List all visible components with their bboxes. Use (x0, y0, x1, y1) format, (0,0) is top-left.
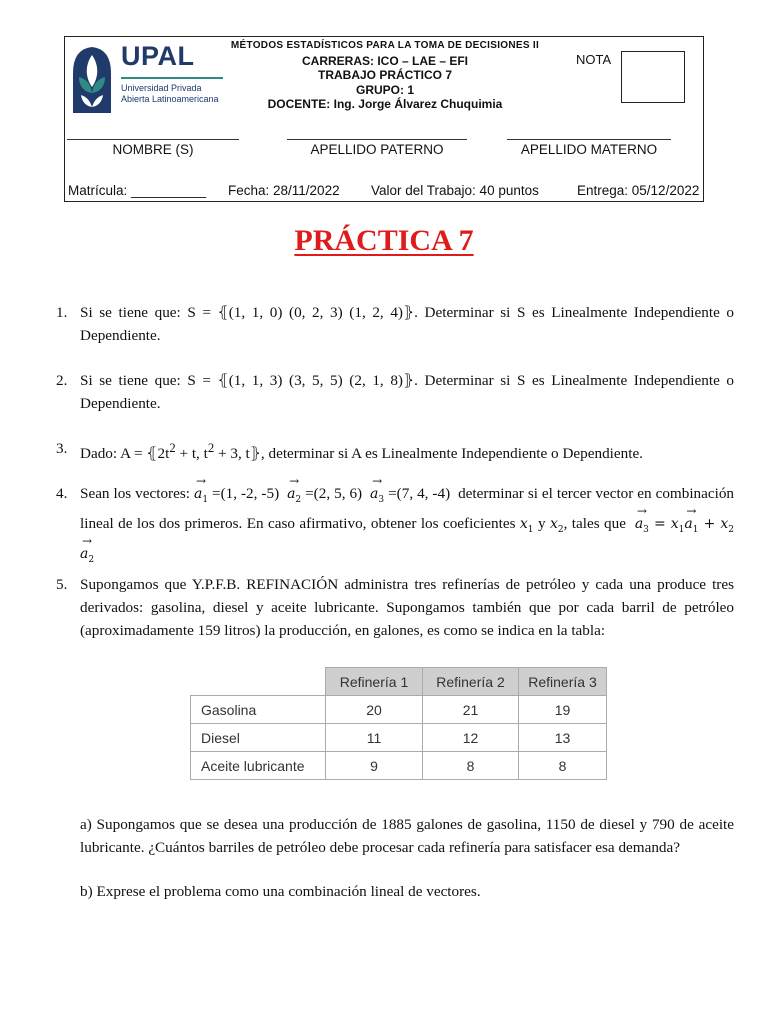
logo-divider (121, 77, 223, 79)
nota-box[interactable] (621, 51, 685, 103)
question-text: Si se tiene que: S = ⦃(1, 1, 0) (0, 2, 3) (1, 2, 4)⦄. Determinar si S es Linealmente Independiente o Dependiente. (80, 304, 734, 344)
eq-vector-a1: → $a_1$ (684, 513, 698, 542)
q4-rest: determinar si el tercer vector en combinación lineal de los dos primeros. En caso afirmativo, obtener los coeficientes (80, 485, 735, 532)
question-text: Supongamos que Y.P.F.B. REFINACIÓN administra tres refinerías de petróleo y cada una produce tres derivados: gasolina, diesel y aceite lubricante. Supongamos también que por cada barril de petróleo (aproximadamente 159 litros) la producción, en galones, es como se indica en la tabla: (80, 576, 734, 639)
signature-materno-label: APELLIDO MATERNO (520, 142, 658, 157)
sub-question-a: a) Supongamos que se desea una producción de 1885 galones de gasolina, 1150 de diesel y 790 de aceite lubricante. ¿Cuántos barriles de petróleo debe procesar cada refinería para satisfacer esa demanda? (80, 816, 734, 856)
signature-name-label: NOMBRE (S) (112, 142, 194, 157)
q4-lead: Sean los vectores: (80, 485, 194, 502)
table-cell: Diesel (191, 724, 326, 752)
page-title-text: PRÁCTICA 7 (294, 224, 474, 257)
vector-a3-value: =(7, 4, -4) (384, 485, 451, 502)
table-cell: 12 (423, 724, 519, 752)
table-cell: 9 (326, 752, 423, 780)
question-4 (56, 482, 734, 571)
table-header-cell: Refinería 2 (423, 668, 519, 696)
eq-vector-a2: → $a_2$ (80, 543, 94, 572)
eq-equals: = (648, 515, 671, 532)
question-text (80, 482, 734, 571)
table-cell: 21 (423, 696, 519, 724)
table-header-cell: Refinería 3 (519, 668, 607, 696)
logo-subtitle-line2: Abierta Latinoamericana (121, 94, 219, 104)
question-number: 1. (56, 304, 68, 321)
question-text (80, 437, 734, 465)
question-1 (56, 301, 734, 347)
question-3 (56, 437, 734, 465)
nota-label: NOTA (576, 52, 612, 67)
refinery-table (190, 667, 607, 780)
q4-tales: , tales que (563, 514, 631, 532)
eq-plus: + (698, 515, 721, 532)
signature-line (67, 139, 239, 140)
group-line: GRUPO: 1 (355, 82, 414, 97)
question-text: Si se tiene que: S = ⦃(1, 1, 3) (3, 5, 5) (2, 1, 8)⦄. Determinar si S es Linealmente Independiente o Dependiente. (80, 372, 734, 412)
university-logo (69, 41, 229, 125)
question-number: 3. (56, 440, 68, 457)
coef-x1: $x_1$ (519, 515, 534, 535)
vector-a2-value: =(2, 5, 6) (301, 485, 367, 502)
logo-subtitle-line1: Universidad Privada (121, 83, 202, 93)
signature-name[interactable] (67, 139, 239, 157)
q4-and: y (533, 514, 550, 532)
careers-line: CARRERAS: ICO – LAE – EFI (301, 53, 469, 68)
question-5 (56, 573, 734, 642)
table-cell: 8 (519, 752, 607, 780)
logo-brand-text: UPAL (121, 41, 195, 71)
table-cell: Aceite lubricante (191, 752, 326, 780)
vector-a1: → $a_1$ (194, 483, 208, 512)
table-row (191, 696, 607, 724)
table-header-cell (191, 668, 326, 696)
entrega-text: Entrega: 05/12/2022 (577, 183, 700, 198)
eq-vector-a3: → $a_3$ (635, 513, 649, 542)
signature-paterno-label: APELLIDO PATERNO (310, 142, 444, 157)
page-title (0, 224, 768, 258)
question-number: 5. (56, 576, 68, 593)
signature-apellido-paterno[interactable] (287, 139, 467, 157)
question-2 (56, 369, 734, 415)
vector-a2: → $a_2$ (287, 483, 301, 512)
vector-a1-value: =(1, -2, -5) (208, 485, 284, 502)
table-row (191, 752, 607, 780)
refinery-table-wrap (190, 667, 607, 780)
vector-a3: → $a_3$ (370, 483, 384, 512)
table-cell: 20 (326, 696, 423, 724)
signature-apellido-materno[interactable] (507, 139, 671, 157)
eq-x2: $x_2$ (720, 515, 734, 535)
valor-text: Valor del Trabajo: 40 puntos (371, 183, 539, 198)
table-cell: 19 (519, 696, 607, 724)
question-number: 2. (56, 372, 68, 389)
teacher-line: DOCENTE: Ing. Jorge Álvarez Chuquimia (267, 97, 503, 111)
q3-text-pre: Dado: A = ⦃2t (80, 445, 170, 463)
table-cell: 13 (519, 724, 607, 752)
signature-line (287, 139, 467, 140)
work-title: TRABAJO PRÁCTICO 7 (317, 68, 452, 82)
table-header-row (191, 668, 607, 696)
table-cell: 8 (423, 752, 519, 780)
signature-line (507, 139, 671, 140)
sub-question-b: b) Exprese el problema como una combinación lineal de vectores. (80, 883, 481, 900)
course-name: MÉTODOS ESTADÍSTICOS PARA LA TOMA DE DECISIONES II (230, 40, 540, 51)
matricula-field[interactable]: Matrícula: __________ (68, 183, 207, 198)
q3-exp-2: 2 (207, 441, 215, 455)
header-box (64, 36, 704, 202)
table-cell: 11 (326, 724, 423, 752)
table-row (191, 724, 607, 752)
eq-x1: $x_1$ (670, 515, 685, 535)
q3-text-mid: + t, t (175, 445, 208, 463)
header-center-block (215, 39, 555, 112)
q3-text-post: + 3, t⦄, determinar si A es Linealmente Independiente o Dependiente. (214, 445, 643, 463)
table-cell: Gasolina (191, 696, 326, 724)
coef-x2: $x_2$ (549, 515, 564, 535)
upal-emblem-icon (69, 43, 115, 117)
question-number: 4. (56, 485, 68, 502)
q3-exp-1: 2 (169, 441, 176, 455)
fecha-text: Fecha: 28/11/2022 (228, 183, 340, 198)
table-header-cell: Refinería 1 (326, 668, 423, 696)
